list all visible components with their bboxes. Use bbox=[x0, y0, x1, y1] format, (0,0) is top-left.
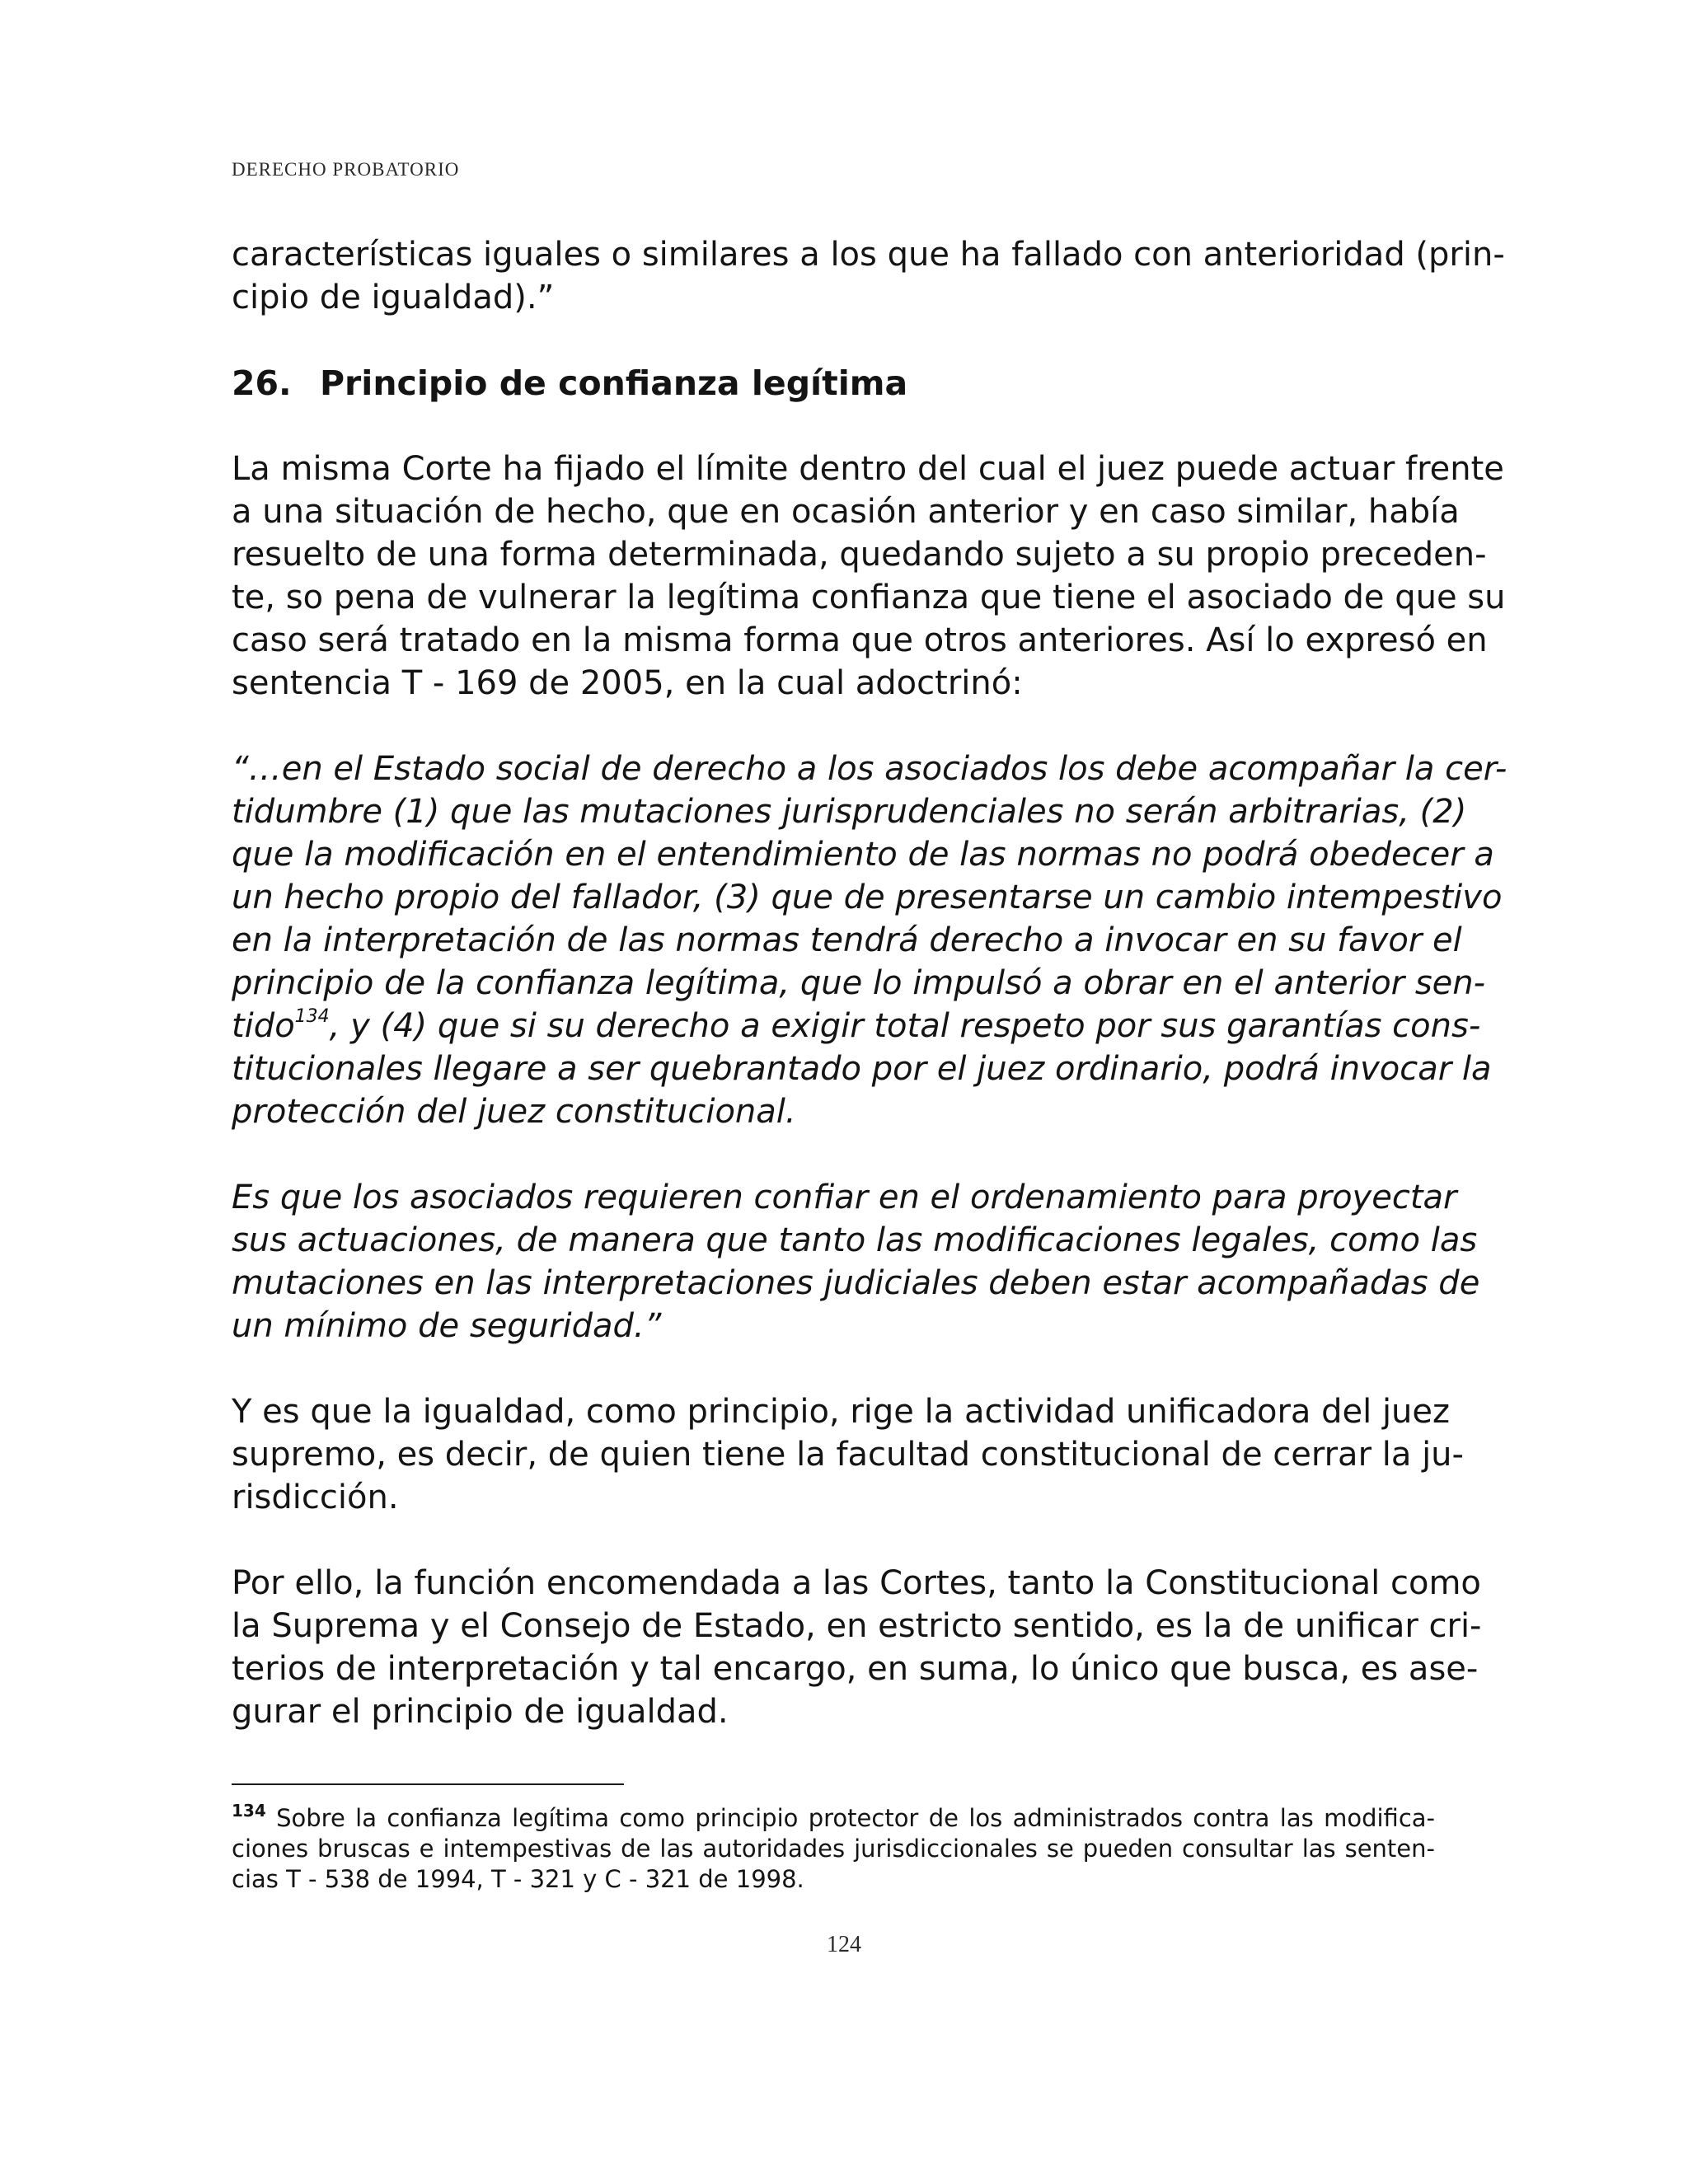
text-line: mutaciones en las interpretaciones judiciales deben estar acompañadas de bbox=[232, 1264, 1480, 1302]
text-line: supremo, es decir, de quien tiene la facultad constitucional de cerrar la ju- bbox=[232, 1436, 1464, 1474]
footnote-line bbox=[232, 1803, 1435, 1834]
text-line: en la interpretación de las normas tendrá derecho a invocar en su favor el bbox=[232, 921, 1462, 959]
text-line: sus actuaciones, de manera que tanto las modificaciones legales, como las bbox=[232, 1221, 1478, 1259]
section-number: 26. bbox=[232, 363, 292, 403]
page-number: 124 bbox=[827, 1932, 861, 1957]
text-line: la Suprema y el Consejo de Estado, en estricto sentido, es la de unificar cri- bbox=[232, 1607, 1482, 1645]
text-fragment: tido bbox=[232, 1007, 295, 1045]
footnote-number: 134 bbox=[232, 1801, 266, 1821]
paragraph bbox=[232, 1562, 1482, 1733]
text-line: Es que los asociados requieren confiar en el ordenamiento para proyectar bbox=[232, 1179, 1457, 1216]
text-fragment: , y (4) que si su derecho a exigir total respeto por sus garantías cons- bbox=[329, 1007, 1481, 1045]
text-line: risdicción. bbox=[232, 1479, 399, 1516]
text-line: La misma Corte ha fijado el límite dentro del cual el juez puede actuar frente bbox=[232, 450, 1504, 488]
section-title: Principio de confianza legítima bbox=[320, 363, 908, 403]
text-line: cipio de igualdad).” bbox=[232, 279, 555, 316]
footnote-reference[interactable]: 134 bbox=[294, 1006, 330, 1027]
running-header: DERECHO PROBATORIO bbox=[232, 159, 460, 180]
text-line: Y es que la igualdad, como principio, rige la actividad unificadora del juez bbox=[232, 1393, 1451, 1431]
text-line: te, so pena de vulnerar la legítima confianza que tiene el asociado de que su bbox=[232, 579, 1506, 616]
text-line: principio de la confianza legítima, que lo impulsó a obrar en el anterior sen- bbox=[232, 964, 1486, 1002]
block-quote bbox=[232, 1176, 1480, 1347]
text-line: características iguales o similares a los que ha fallado con anterioridad (prin- bbox=[232, 236, 1505, 274]
text-fragment: Sobre la confianza legítima como principio protector de los administrados contra las modifica- bbox=[265, 1804, 1435, 1832]
text-line: “…en el Estado social de derecho a los asociados los debe acompañar la cer- bbox=[232, 750, 1507, 788]
text-line: Por ello, la función encomendada a las Cortes, tanto la Constitucional como bbox=[232, 1564, 1481, 1602]
footnote bbox=[232, 1803, 1435, 1895]
text-line-with-footnote-ref bbox=[232, 1005, 1481, 1047]
text-line: a una situación de hecho, que en ocasión anterior y en caso similar, había bbox=[232, 493, 1460, 531]
text-line: tidumbre (1) que las mutaciones jurisprudenciales no serán arbitrarias, (2) bbox=[232, 793, 1467, 831]
text-line: terios de interpretación y tal encargo, en suma, lo único que busca, es ase- bbox=[232, 1650, 1479, 1688]
footnote-line: cias T - 538 de 1994, T - 321 y C - 321 de 1998. bbox=[232, 1865, 804, 1893]
block-quote bbox=[232, 748, 1507, 1133]
paragraph bbox=[232, 1390, 1464, 1519]
text-line: un hecho propio del fallador, (3) que de presentarse un cambio intempestivo bbox=[232, 879, 1503, 916]
text-line: que la modificación en el entendimiento de las normas no podrá obedecer a bbox=[232, 836, 1494, 874]
text-line: titucionales llegare a ser quebrantado por el juez ordinario, podrá invocar la bbox=[232, 1050, 1492, 1088]
paragraph bbox=[232, 448, 1506, 705]
text-line: un mínimo de seguridad.” bbox=[232, 1307, 662, 1345]
footnote-separator bbox=[232, 1783, 624, 1785]
footnote-line: ciones bruscas e intempestivas de las autoridades jurisdiccionales se pueden consultar las senten- bbox=[232, 1835, 1435, 1863]
text-line: resuelto de una forma determinada, quedando sujeto a su propio preceden- bbox=[232, 536, 1487, 574]
text-line: sentencia T - 169 de 2005, en la cual adoctrinó: bbox=[232, 664, 1023, 702]
section-heading bbox=[232, 362, 1435, 405]
text-line: caso será tratado en la misma forma que otros anteriores. Así lo expresó en bbox=[232, 621, 1488, 659]
continuation-paragraph bbox=[232, 233, 1505, 319]
text-line: protección del juez constitucional. bbox=[232, 1093, 796, 1131]
text-line: gurar el principio de igualdad. bbox=[232, 1693, 729, 1731]
main-text bbox=[232, 233, 1507, 1776]
